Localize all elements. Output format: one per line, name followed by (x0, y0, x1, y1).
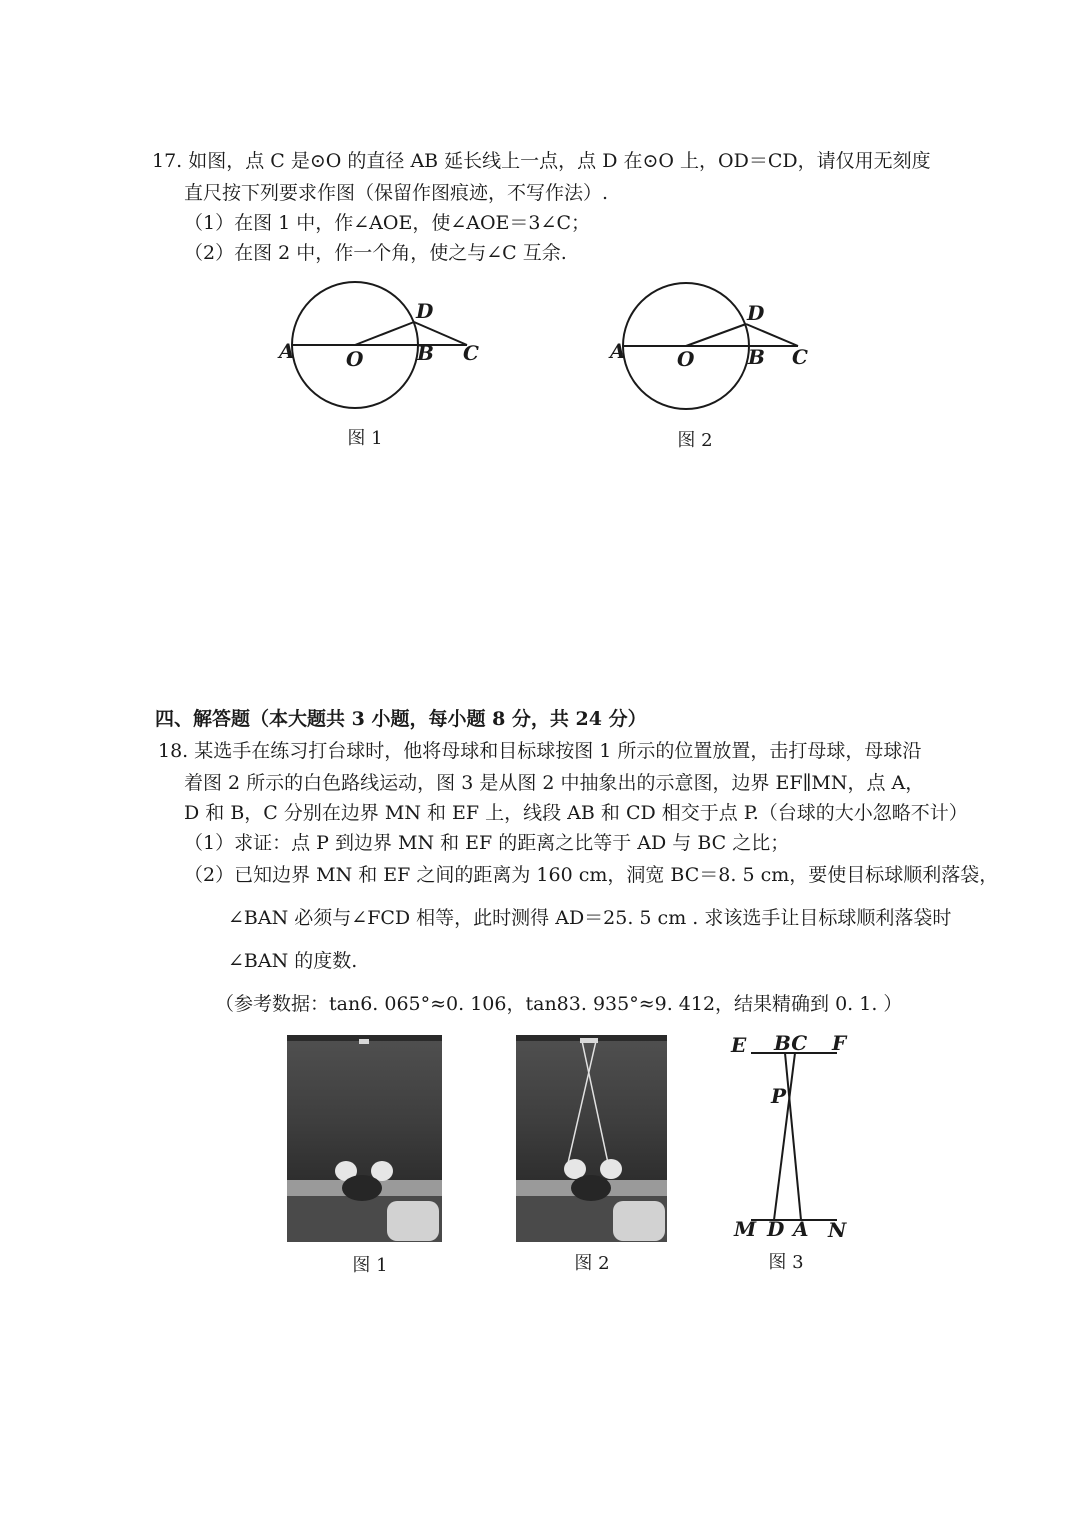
segment-ab (785, 1053, 801, 1220)
billiards-photo-1 (287, 1035, 442, 1242)
segment-dc (746, 324, 798, 346)
q17-stem-line2: 直尺按下列要求作图（保留作图痕迹，不写作法）. (184, 182, 609, 204)
q18-reference-data: （参考数据：tan6. 065°≈0. 106，tan83. 935°≈9. 412，结果精确到 0. 1. ） (215, 993, 903, 1015)
label-d: D (416, 299, 434, 323)
label-p: P (771, 1084, 787, 1108)
ball-path-1 (568, 1041, 596, 1163)
q18-stem-line1: 18. 某选手在练习打台球时，他将母球和目标球按图 1 所示的位置放置，击打母球，母球沿 (158, 740, 922, 762)
q18-fig2-caption: 图 2 (574, 1253, 610, 1274)
q17-figure-1 (270, 278, 500, 418)
label-b: B (417, 341, 434, 365)
label-n: N (828, 1218, 847, 1242)
label-a: A (793, 1217, 809, 1241)
label-o: O (346, 347, 364, 371)
q18-fig1-caption: 图 1 (352, 1255, 388, 1276)
q18-part2-end: ∠BAN 的度数. (228, 950, 358, 972)
hand (613, 1201, 665, 1241)
label-d: D (747, 301, 765, 325)
label-a: A (610, 339, 626, 363)
q17-part2: （2）在图 2 中，作一个角，使之与∠C 互余. (184, 242, 567, 264)
label-c: C (463, 341, 479, 365)
label-f: F (832, 1031, 847, 1055)
q18-stem-line2: 着图 2 所示的白色路线运动，图 3 是从图 2 中抽象出的示意图，边界 EF∥MN，点 A， (184, 772, 925, 794)
q18-part2-cont: ∠BAN 必须与∠FCD 相等，此时测得 AD＝25. 5 cm . 求该选手让目标球顺利落袋时 (228, 907, 952, 929)
q17-stem-line1: 17. 如图，点 C 是⊙O 的直径 AB 延长线上一点，点 D 在⊙O 上，OD＝CD，请仅用无刻度 (152, 150, 931, 172)
segment-cd (774, 1053, 795, 1220)
label-o: O (677, 347, 695, 371)
hand (387, 1201, 439, 1241)
label-e: E (731, 1033, 747, 1057)
q17-fig1-caption: 图 1 (347, 428, 383, 449)
section-heading: 四、解答题（本大题共 3 小题，每小题 8 分，共 24 分） (155, 708, 647, 730)
q18-figure-3 (725, 1030, 855, 1245)
q18-fig3-caption: 图 3 (768, 1252, 804, 1273)
label-m: M (734, 1217, 757, 1241)
label-c: C (792, 345, 808, 369)
label-bc: BC (774, 1031, 808, 1055)
q17-fig2-caption: 图 2 (677, 430, 713, 451)
q18-part2: （2）已知边界 MN 和 EF 之间的距离为 160 cm，洞宽 BC＝8. 5 cm，要使目标球顺利落袋， (184, 864, 999, 886)
segment-od (686, 324, 746, 346)
label-b: B (748, 345, 765, 369)
ball-path-2 (582, 1041, 608, 1163)
q17-figure-2 (600, 280, 830, 420)
q18-part1: （1）求证：点 P 到边界 MN 和 EF 的距离之比等于 AD 与 BC 之比； (184, 832, 790, 854)
target-ball (600, 1159, 622, 1179)
billiards-photo-2 (516, 1035, 667, 1242)
label-d: D (767, 1217, 785, 1241)
segment-od (355, 322, 414, 345)
q18-stem-line3: D 和 B，C 分别在边界 MN 和 EF 上，线段 AB 和 CD 相交于点 P.（台球的大小忽略不计） (184, 802, 968, 824)
q17-part1: （1）在图 1 中，作∠AOE，使∠AOE＝3∠C； (184, 212, 590, 234)
label-a: A (279, 339, 295, 363)
